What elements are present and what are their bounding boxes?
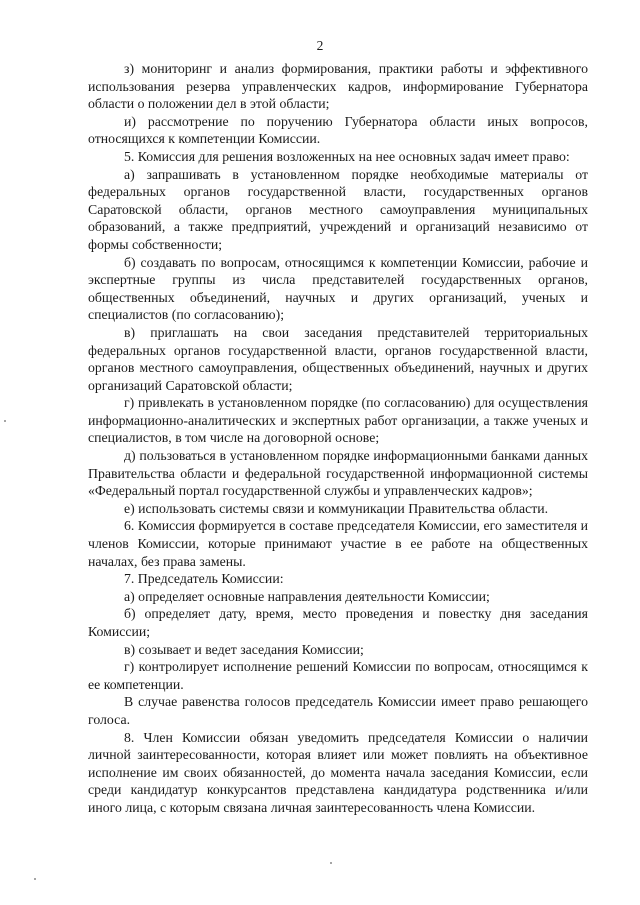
paragraph-7a: а) определяет основные направления деятельности Комиссии; xyxy=(124,588,490,604)
paragraph-5d: д) пользоваться в установленном порядке информационными банками данных Правительства области и федеральной государственной информационной системы «Федеральный портал государственной службы и управленческих кадров»; xyxy=(88,448,588,499)
paragraph-7v: в) созывает и ведет заседания Комиссии; xyxy=(124,641,364,657)
paragraph-tie-vote: В случае равенства голосов председатель Комиссии имеет право решающего голоса. xyxy=(88,694,588,727)
paragraph-6: 6. Комиссия формируется в составе председателя Комиссии, его заместителя и членов Комиссии, которые принимают участие в ее работе на общественных началах, без права замены. xyxy=(88,518,588,569)
paragraph-5: 5. Комиссия для решения возложенных на нее основных задач имеет право: xyxy=(124,148,570,164)
paragraph-7: 7. Председатель Комиссии: xyxy=(124,571,284,587)
paragraph-5v: в) приглашать на свои заседания представителей территориальных федеральных органов государственной власти, органов государственной власти, органов местного самоуправления, общественных объединений, научных и других организаций Саратовской области; xyxy=(88,324,588,393)
page-number: 2 xyxy=(316,38,324,53)
document-body xyxy=(88,60,588,817)
paragraph-5e: е) использовать системы связи и коммуникации Правительства области. xyxy=(124,500,549,516)
paragraph-5g: г) привлекать в установленном порядке (по согласованию) для осуществления информационно-аналитических и экспертных работ организации, а также ученых и специалистов, в том числе на договорной основе; xyxy=(88,395,588,446)
paragraph-8: 8. Член Комиссии обязан уведомить председателя Комиссии о наличии личной заинтересованности, которая влияет или может повлиять на объективное исполнение им своих обязанностей, до момента начала заседания Комиссии, если среди кандидатур конкурсантов представлена кандидатура родственника и/или иного лица, с которым связана личная заинтересованность члена Комиссии. xyxy=(88,729,588,815)
paragraph-5a: а) запрашивать в установленном порядке необходимые материалы от федеральных органов государственной власти, государственных органов Саратовской области, органов местного самоуправления муниципальных образований, а также предприятий, учреждений и организаций независимо от формы собственности; xyxy=(88,166,588,252)
paragraph-i: и) рассмотрение по поручению Губернатора области иных вопросов, относящихся к компетенции Комиссии. xyxy=(88,113,588,147)
scan-speck-mark xyxy=(330,862,332,864)
paragraph-7b: б) определяет дату, время, место проведения и повестку дня заседания Комиссии; xyxy=(88,606,588,639)
scan-speck-mark xyxy=(34,878,36,880)
scan-speck-mark xyxy=(4,420,6,422)
paragraph-5b: б) создавать по вопросам, относящимся к компетенции Комиссии, рабочие и экспертные группы из числа представителей государственных органов, общественных объединений, научных и других организаций, ученых и специалистов (по согласованию); xyxy=(88,254,588,323)
paragraph-z: з) мониторинг и анализ формирования, практики работы и эффективного использования резерва управленческих кадров, информирование Губернатора области о положении дел в этой области; xyxy=(88,61,588,112)
paragraph-7g: г) контролирует исполнение решений Комиссии по вопросам, относящимся к ее компетенции. xyxy=(88,659,588,692)
